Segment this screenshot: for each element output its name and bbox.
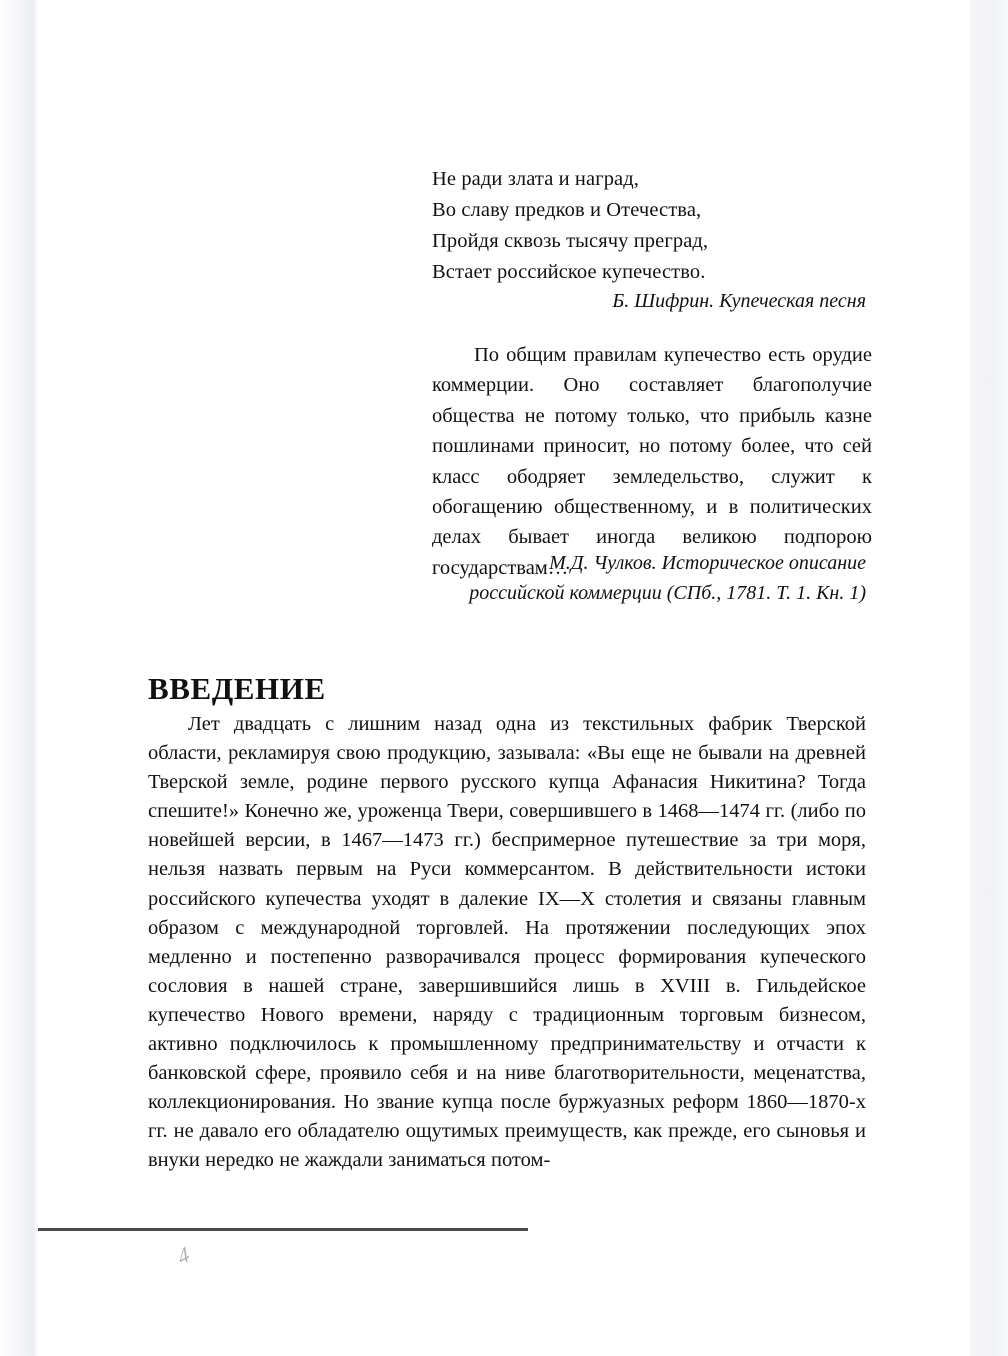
page-title: ВВЕДЕНИЕ: [148, 670, 326, 706]
poem-attribution: Б. Шифрин. Купеческая песня: [612, 290, 866, 312]
prose-attribution-line-1: М.Д. Чулков. Историческое описание: [549, 552, 866, 574]
epigraph-prose: По общим правилам купечество есть орудие коммерции. Оно составляет благополучие общества не потому только, что прибыль казне пошлинами приносит, но потому более, что сей класс ободряет земледельство, служит к обогащению общественному, и в политических делах бывает иногда великою подпорою государствам…: [432, 344, 872, 579]
prose-attribution-line-2: российской коммерции (СПб., 1781. Т. 1. Кн. 1): [469, 582, 866, 604]
page-sheet: [38, 0, 970, 1356]
poem-line: Не ради злата и наград,: [432, 168, 640, 190]
footer-divider: [38, 1228, 528, 1231]
poem-line: Встает российское купечество.: [432, 261, 706, 283]
epigraph-poem: [432, 164, 872, 288]
poem-line: Во славу предков и Отечества,: [432, 199, 702, 221]
page-number: 4: [174, 1240, 193, 1271]
prose-attribution: [372, 548, 866, 608]
body-paragraph: Лет двадцать с лишним назад одна из текстильных фабрик Тверской области, рекламируя свою продукцию, зазывала: «Вы еще не бывали на древней Тверской земле, родине первого русского купца Афанасия Никитина? Тогда спешите!» Конечно же, уроженца Твери, совершившего в 1468—1474 гг. (либо по новейшей версии, в 1467—1473 гг.) беспримерное путешествие за три моря, нельзя назвать первым на Руси коммерсантом. В действительности истоки российского купечества уходят в далекие IX—X столетия и связаны главным образом с международной торговлей. На протяжении последующих эпох медленно и постепенно разворачивался процесс формирования купеческого сословия в нашей стране, завершившийся лишь в XVIII в. Гильдейское купечество Нового времени, наряду с традиционным торговым бизнесом, активно подключилось к промышленному предпринимательству и отчасти к банковской сфере, проявило себя и на ниве благотворительности, меценатства, коллекционирования. Но звание купца после буржуазных реформ 1860—1870-х гг. не давало его обладателю ощутимых преимуществ, как прежде, его сыновья и внуки нередко не жаждали заниматься потом-: [148, 713, 866, 1172]
page-gutter-left: [0, 0, 38, 1356]
poem-line: Пройдя сквозь тысячу преград,: [432, 230, 709, 252]
page-gutter-right: [970, 0, 1008, 1356]
